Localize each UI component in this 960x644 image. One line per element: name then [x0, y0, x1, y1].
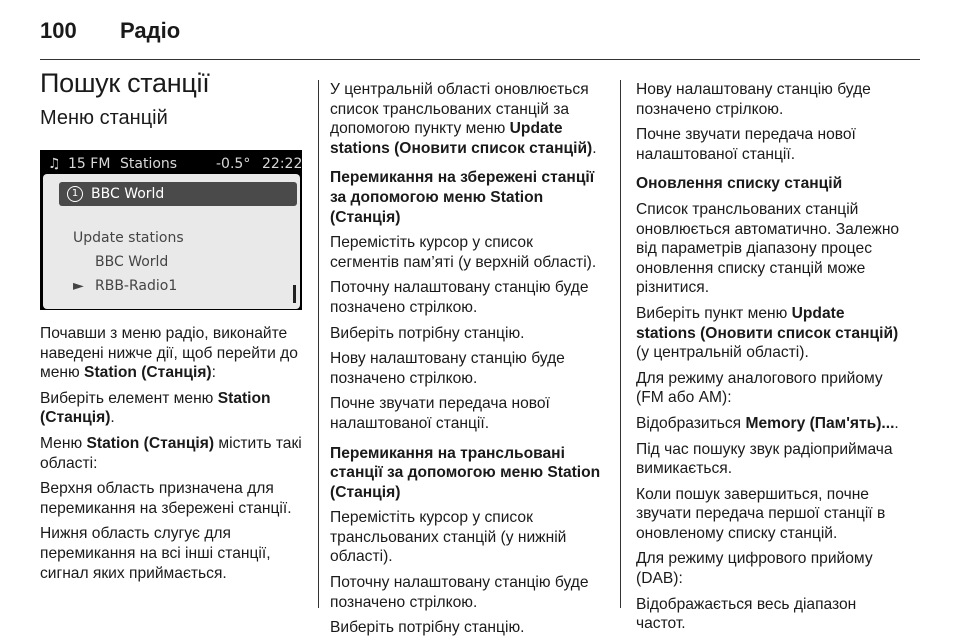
memory-number-icon: 1	[67, 186, 83, 202]
arrow-icon: ►	[73, 278, 84, 294]
radio-screen-image	[40, 150, 302, 310]
selected-station-name: BBC World	[91, 186, 165, 202]
band-label: 15 FM	[68, 156, 111, 172]
station-list-item: RBB-Radio1	[95, 278, 178, 294]
temperature: -0.5°	[216, 156, 251, 172]
paragraph: Поточну налаштовану станцію буде позначено стрілкою.	[330, 279, 589, 316]
scrollbar-indicator	[293, 285, 296, 303]
paragraph: Нову налаштовану станцію буде позначено стрілкою.	[330, 350, 565, 387]
paragraph: Виберіть елемент меню Station (Станція).	[40, 389, 271, 427]
column-2	[330, 80, 602, 644]
update-stations-item: Update stations	[73, 230, 184, 246]
column-divider	[318, 80, 319, 608]
paragraph: Почне звучати передача нової налаштованої станції.	[330, 395, 550, 432]
paragraph: Для режиму аналогового прийому (FM або AM):	[636, 369, 883, 407]
paragraph: Верхня область призначена для перемикання на збережені станції.	[40, 480, 292, 517]
paragraph: Список трансльованих станцій оновлюється автоматично. Залежно від параметрів діапазону процес оновлення списку станцій може різнитися.	[636, 200, 900, 297]
paragraph: Поточну налаштовану станцію буде позначено стрілкою.	[330, 574, 589, 611]
paragraph: Відобразиться Memory (Пам'ять)....	[636, 414, 899, 432]
paragraph: Перемістіть курсор у список сегментів пам’яті (у верхній області).	[330, 234, 597, 271]
column-1	[40, 68, 302, 589]
subsection-title: Меню станцій	[40, 107, 168, 129]
subheading: Перемикання на збережені станції за допомогою меню Station (Станція)	[330, 169, 595, 226]
paragraph: Виберіть потрібну станцію.	[330, 324, 525, 342]
paragraph: Для режиму цифрового прийому (DAB):	[636, 550, 873, 588]
paragraph: Виберіть потрібну станцію.	[330, 619, 525, 637]
clock: 22:22	[262, 156, 303, 172]
column-divider	[620, 80, 621, 608]
header-rule	[40, 59, 920, 60]
paragraph: Нову налаштовану станцію буде позначено стрілкою.	[636, 81, 871, 118]
column-3	[636, 80, 906, 640]
paragraph: Перемістіть курсор у список трансльованих станцій (у нижній області).	[330, 509, 567, 566]
page-title: Пошук станції	[40, 68, 210, 98]
paragraph: Почавши з меню радіо, виконайте наведені нижче дії, щоб перейти до меню Station (Станція):	[40, 325, 298, 382]
screen-content	[43, 174, 300, 309]
paragraph: Відображається весь діапазон частот.	[636, 595, 857, 633]
paragraph: Нижня область слугує для перемикання на всі інші станції, сигнал яких приймається.	[40, 525, 271, 582]
paragraph: Виберіть пункт меню Update stations (Оновити список станцій) (у центральній області).	[636, 304, 899, 362]
selected-station-row	[59, 182, 297, 206]
paragraph: Коли пошук завершиться, почне звучати передача першої станції в оновленому списку станцій.	[636, 485, 886, 542]
subheading: Оновлення списку станцій	[636, 175, 843, 193]
music-note-icon: ♫	[48, 156, 61, 172]
page-number: 100	[40, 18, 77, 43]
station-list-item: BBC World	[95, 254, 169, 270]
paragraph: У центральній області оновлюється список трансльованих станцій за допомогою пункту меню Update stations (Оновити список станцій).	[330, 81, 597, 157]
paragraph: Почне звучати передача нової налаштованої станції.	[636, 126, 856, 163]
menu-label: Stations	[120, 156, 178, 172]
status-bar	[40, 152, 302, 174]
subheading: Перемикання на трансльовані станції за допомогою меню Station (Станція)	[330, 444, 601, 501]
page-header	[40, 18, 180, 44]
section-title: Радіо	[120, 18, 181, 43]
paragraph: Під час пошуку звук радіоприймача вимикається.	[636, 440, 893, 478]
paragraph: Меню Station (Станція) містить такі області:	[40, 434, 302, 472]
